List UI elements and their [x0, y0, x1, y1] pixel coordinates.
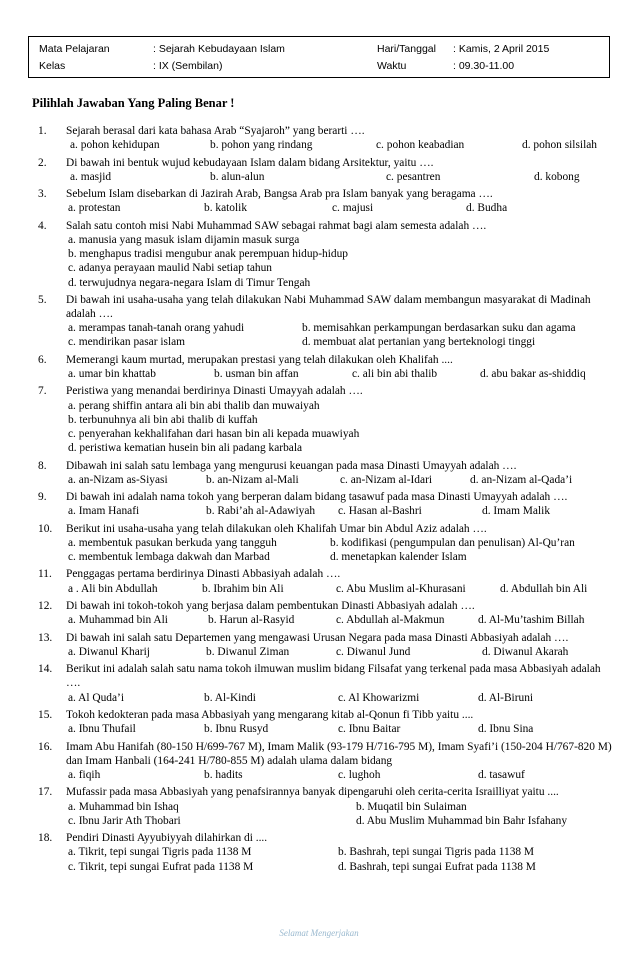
- options-row: [0, 860, 638, 874]
- hari-tanggal-label: Hari/Tanggal: [377, 43, 436, 55]
- answer-option: d. terwujudnya negara-negara Islam di Timur Tengah: [68, 276, 311, 289]
- question-3: [0, 187, 638, 215]
- question-text: [0, 384, 638, 398]
- question-6: [0, 353, 638, 381]
- options-row: [0, 413, 638, 427]
- answer-option: c. Abdullah al-Makmun: [336, 614, 445, 627]
- question-text: [0, 708, 638, 722]
- question-number: 4.: [38, 219, 47, 232]
- question-15: [0, 708, 638, 736]
- options-row: [0, 691, 638, 705]
- answer-option: b. Ibrahim bin Ali: [202, 582, 284, 595]
- options-row: [0, 201, 638, 215]
- question-stem: Dibawah ini salah satu lembaga yang mengurusi keuangan pada masa Dinasti Umayyah adalah ….: [66, 459, 517, 472]
- answer-option: c. pesantren: [386, 170, 441, 183]
- answer-option: d. Imam Malik: [482, 505, 551, 518]
- answer-option: a. perang shiffin antara ali bin abi thalib dan muwaiyah: [68, 399, 320, 412]
- question-text: [0, 293, 638, 321]
- question-stem: Di bawah ini tokoh-tokoh yang berjasa dalam pembentukan Dinasti Abbasiyah adalah ….: [66, 600, 475, 613]
- answer-option: d. Ibnu Sina: [478, 723, 534, 736]
- answer-option: c. pohon keabadian: [376, 139, 465, 152]
- answer-option: b. kodifikasi (pengumpulan dan penulisan) Al-Qu’ran: [330, 536, 575, 549]
- question-text: [0, 219, 638, 233]
- answer-option: a. manusia yang masuk islam dijamin masuk surga: [68, 233, 300, 246]
- answer-option: a. fiqih: [68, 768, 101, 781]
- answer-option: b. menghapus tradisi mengubur anak perempuan hidup-hidup: [68, 248, 348, 261]
- question-number: 14.: [38, 663, 53, 676]
- answer-option: d. Diwanul Akarah: [482, 645, 569, 658]
- answer-option: c. mendirikan pasar islam: [68, 336, 186, 349]
- question-stem: Di bawah ini adalah nama tokoh yang berperan dalam bidang tasawuf pada masa Dinasti Umayyah adalah ….: [66, 491, 568, 504]
- question-stem: Sejarah berasal dari kata bahasa Arab “Syajaroh” yang berarti ….: [66, 125, 365, 137]
- answer-option: a. protestan: [68, 202, 121, 215]
- answer-option: b. Ibnu Rusyd: [204, 723, 269, 736]
- answer-option: d. membuat alat pertanian yang berteknologi tinggi: [302, 336, 536, 349]
- answer-option: a. Muhammad bin Ali: [68, 614, 168, 627]
- question-text: [0, 785, 638, 799]
- question-number: 5.: [38, 293, 47, 306]
- answer-option: d. an-Nizam al-Qada’i: [470, 473, 573, 486]
- answer-option: d. menetapkan kalender Islam: [330, 551, 467, 564]
- question-stem: Berikut ini adalah salah satu nama tokoh ilmuwan muslim bidang Filsafat yang terkenal pada masa Abbasiyah adalah ….: [66, 663, 601, 690]
- answer-option: b. hadits: [204, 768, 243, 781]
- question-text: [0, 124, 638, 138]
- footer-text: Selamat Mengerjakan: [279, 928, 359, 938]
- question-stem: Berikut ini usaha-usaha yang telah dilakukan oleh Khalifah Umar bin Abdul Aziz adalah ….: [66, 522, 487, 535]
- question-text: [0, 567, 638, 581]
- answer-option: a. an-Nizam as-Siyasi: [68, 473, 168, 486]
- options-row: [0, 261, 638, 275]
- instruction: Pilihlah Jawaban Yang Paling Benar !: [32, 96, 235, 110]
- answer-option: d. Al-Mu’tashim Billah: [478, 614, 585, 627]
- question-text: [0, 740, 638, 768]
- question-text: [0, 156, 638, 170]
- question-8: [0, 459, 638, 487]
- answer-option: d. pohon silsilah: [522, 139, 597, 152]
- answer-option: c. adanya perayaan maulid Nabi setiap tahun: [68, 262, 272, 275]
- question-stem: Peristiwa yang menandai berdirinya Dinasti Umayyah adalah ….: [66, 385, 363, 398]
- question-12: [0, 599, 638, 627]
- answer-option: d. tasawuf: [478, 768, 525, 781]
- question-text: [0, 459, 638, 473]
- question-stem: Imam Abu Hanifah (80-150 H/699-767 M), Imam Malik (93-179 H/716-795 M), Imam Syafi’i (150-204 H/767-820 M) dan Imam Hanbali (164-241 H/780-855 M) adalah ulama dalam bidang: [66, 740, 612, 767]
- options-row: [0, 276, 638, 290]
- mata-pelajaran-label: Mata Pelajaran: [39, 43, 110, 55]
- options-row: [0, 138, 638, 152]
- waktu-value: : 09.30-11.00: [453, 60, 515, 72]
- question-number: 10.: [38, 522, 53, 535]
- answer-option: d. Bashrah, tepi sungai Eufrat pada 1138 M: [338, 860, 536, 873]
- question-stem: Tokoh kedokteran pada masa Abbasiyah yang mengarang kitab al-Qonun fi Tibb yaitu ....: [66, 709, 474, 721]
- answer-option: a. umar bin khattab: [68, 368, 156, 381]
- options-row: [0, 321, 638, 335]
- question-stem: Di bawah ini usaha-usaha yang telah dilakukan Nabi Muhammad SAW dalam membangun masyarakat di Madinah adalah ….: [66, 293, 591, 321]
- question-text: [0, 490, 638, 504]
- options-row: [0, 768, 638, 782]
- answer-option: b. usman bin affan: [214, 368, 299, 381]
- options-row: [0, 504, 638, 518]
- exam-header-box: [28, 36, 610, 78]
- question-number: 2.: [38, 156, 47, 169]
- question-5: [0, 293, 638, 350]
- answer-option: a. merampas tanah-tanah orang yahudi: [68, 322, 245, 335]
- answer-option: d. Al-Biruni: [478, 691, 534, 704]
- question-14: [0, 662, 638, 705]
- options-row: [0, 536, 638, 550]
- answer-option: a. Muhammad bin Ishaq: [68, 800, 179, 813]
- answer-option: b. Al-Kindi: [204, 691, 256, 704]
- question-stem: Penggagas pertama berdirinya Dinasti Abbasiyah adalah ….: [66, 568, 341, 581]
- header-row-2: [29, 58, 609, 74]
- answer-option: c. ali bin abi thalib: [352, 368, 438, 381]
- question-number: 18.: [38, 832, 53, 845]
- answer-option: c. Tikrit, tepi sungai Eufrat pada 1138 M: [68, 860, 254, 873]
- answer-option: b. Diwanul Ziman: [206, 645, 290, 658]
- question-9: [0, 490, 638, 518]
- options-row: [0, 335, 638, 349]
- answer-option: c. Al Khowarizmi: [338, 691, 420, 704]
- options-row: [0, 800, 638, 814]
- question-number: 3.: [38, 188, 47, 201]
- options-row: [0, 582, 638, 596]
- answer-option: c. Abu Muslim al-Khurasani: [336, 582, 466, 595]
- answer-option: a. masjid: [70, 170, 112, 183]
- answer-option: b. Bashrah, tepi sungai Tigris pada 1138 M: [338, 846, 535, 859]
- question-18: [0, 831, 638, 874]
- hari-tanggal-value: : Kamis, 2 April 2015: [453, 43, 550, 55]
- question-number: 17.: [38, 786, 53, 799]
- answer-option: b. pohon yang rindang: [210, 139, 313, 152]
- options-row: [0, 550, 638, 564]
- options-row: [0, 645, 638, 659]
- question-text: [0, 599, 638, 613]
- answer-option: b. alun-alun: [210, 170, 265, 183]
- options-row: [0, 427, 638, 441]
- mata-pelajaran-value: : Sejarah Kebudayaan Islam: [153, 43, 285, 55]
- answer-option: a. Tikrit, tepi sungai Tigris pada 1138 M: [68, 846, 252, 859]
- question-stem: Di bawah ini bentuk wujud kebudayaan Islam dalam bidang Arsitektur, yaitu ….: [66, 156, 434, 169]
- question-text: [0, 662, 638, 690]
- answer-option: c. Ibnu Baitar: [338, 723, 401, 736]
- answer-option: d. kobong: [534, 170, 580, 183]
- question-text: [0, 631, 638, 645]
- question-stem: Sebelum Islam disebarkan di Jazirah Arab, Bangsa Arab pra Islam banyak yang beragama ….: [66, 188, 493, 201]
- question-number: 16.: [38, 740, 53, 753]
- answer-option: c. lughoh: [338, 768, 381, 781]
- answer-option: d. peristiwa kematian husein bin ali padang karbala: [68, 442, 303, 455]
- question-16: [0, 740, 638, 783]
- answer-option: b. memisahkan perkampungan berdasarkan suku dan agama: [302, 322, 576, 335]
- question-stem: Di bawah ini salah satu Departemen yang mengawasi Urusan Negara pada masa Dinasti Abbasiyah adalah ….: [66, 631, 569, 644]
- kelas-value: : IX (Sembilan): [153, 60, 223, 72]
- answer-option: a . Ali bin Abdullah: [68, 582, 158, 595]
- options-row: [0, 613, 638, 627]
- question-number: 8.: [38, 459, 47, 472]
- question-stem: Pendiri Dinasti Ayyubiyyah dilahirkan di ....: [66, 832, 268, 845]
- question-7: [0, 384, 638, 455]
- question-number: 15.: [38, 709, 53, 721]
- answer-option: b. katolik: [204, 202, 248, 215]
- waktu-label: Waktu: [377, 60, 407, 72]
- question-number: 7.: [38, 385, 47, 398]
- question-11: [0, 567, 638, 595]
- question-list: [0, 124, 638, 877]
- answer-option: c. majusi: [332, 202, 374, 215]
- answer-option: c. membentuk lembaga dakwah dan Marbad: [68, 551, 270, 564]
- answer-option: d. Abu Muslim Muhammad bin Bahr Isfahany: [356, 814, 568, 827]
- question-stem: Mufassir pada masa Abbasiyah yang penafsirannya banyak dipengaruhi oleh cerita-cerita Israilliyat yaitu ....: [66, 786, 559, 799]
- options-row: [0, 399, 638, 413]
- answer-option: b. terbunuhnya ali bin abi thalib di kuffah: [68, 413, 258, 426]
- answer-option: c. penyerahan kekhalifahan dari hasan bin ali kepada muawiyah: [68, 428, 360, 440]
- answer-option: c. Ibnu Jarir Ath Thobari: [68, 814, 181, 827]
- options-row: [0, 814, 638, 828]
- question-number: 1.: [38, 125, 47, 137]
- question-13: [0, 631, 638, 659]
- answer-option: b. Muqatil bin Sulaiman: [356, 800, 467, 813]
- answer-option: d. Budha: [466, 202, 508, 215]
- answer-option: b. an-Nizam al-Mali: [206, 473, 299, 486]
- answer-option: c. Hasan al-Bashri: [338, 505, 422, 518]
- question-stem: Salah satu contoh misi Nabi Muhammad SAW sebagai rahmat bagi alam semesta adalah ….: [66, 219, 487, 232]
- options-row: [0, 473, 638, 487]
- answer-option: a. pohon kehidupan: [70, 139, 160, 152]
- answer-option: c. an-Nizam al-Idari: [340, 473, 433, 486]
- question-text: [0, 353, 638, 367]
- question-2: [0, 156, 638, 184]
- options-row: [0, 247, 638, 261]
- answer-option: b. Rabi’ah al-Adawiyah: [206, 505, 316, 518]
- options-row: [0, 233, 638, 247]
- question-stem: Memerangi kaum murtad, merupakan prestasi yang telah dilakukan oleh Khalifah ....: [66, 353, 453, 366]
- question-17: [0, 785, 638, 828]
- question-number: 12.: [38, 600, 53, 613]
- answer-option: c. Diwanul Jund: [336, 645, 411, 658]
- question-number: 11.: [38, 568, 52, 581]
- answer-option: b. Harun al-Rasyid: [208, 614, 295, 627]
- options-row: [0, 722, 638, 736]
- answer-option: a. Al Quda’i: [68, 691, 124, 704]
- answer-option: a. Ibnu Thufail: [68, 723, 136, 736]
- header-row-1: [29, 41, 609, 57]
- answer-option: a. Imam Hanafi: [68, 505, 140, 518]
- options-row: [0, 845, 638, 859]
- answer-option: a. membentuk pasukan berkuda yang tangguh: [68, 536, 277, 549]
- kelas-label: Kelas: [39, 60, 66, 72]
- question-10: [0, 522, 638, 565]
- question-1: [0, 124, 638, 152]
- options-row: [0, 367, 638, 381]
- options-row: [0, 441, 638, 455]
- question-text: [0, 522, 638, 536]
- question-4: [0, 219, 638, 290]
- question-text: [0, 831, 638, 845]
- answer-option: d. Abdullah bin Ali: [500, 582, 588, 595]
- answer-option: d. abu bakar as-shiddiq: [480, 368, 586, 381]
- question-number: 6.: [38, 353, 47, 366]
- options-row: [0, 170, 638, 184]
- question-text: [0, 187, 638, 201]
- answer-option: a. Diwanul Kharij: [68, 645, 150, 658]
- question-number: 13.: [38, 631, 53, 644]
- question-number: 9.: [38, 491, 47, 504]
